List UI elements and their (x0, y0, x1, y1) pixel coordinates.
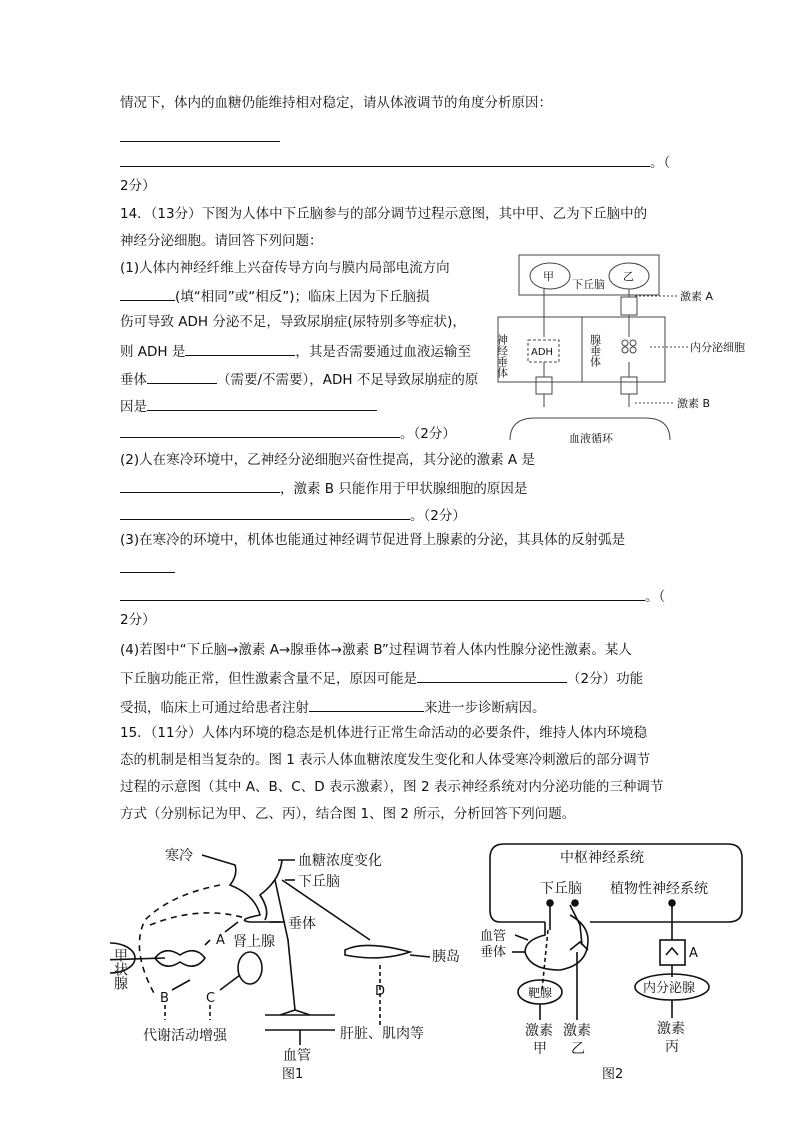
q15-stem: 态的机制是相当复杂的。图 1 表示人体血糖浓度发生变化和人体受寒冷刺激后的部分调节 (120, 752, 651, 768)
label-hormone-jia: 激素 (525, 1023, 553, 1039)
label-yi: 乙 (623, 270, 634, 283)
label-thyroid: 甲状腺 (112, 948, 128, 990)
label-b: B (160, 991, 169, 1006)
text: 受损，临床上可通过给患者注射 (120, 700, 309, 716)
q14-stem: 神经分泌细胞。请回答下列问题： (120, 233, 323, 249)
label-hypothalamus: 下丘脑 (572, 278, 605, 291)
text: 因是 (120, 399, 147, 415)
answer-blank[interactable] (120, 127, 280, 142)
label-hormone-jia: 甲 (533, 1041, 547, 1057)
label-c: C (206, 991, 216, 1006)
text: （2分）功能 (567, 671, 644, 687)
label-a: A (689, 946, 698, 961)
label-autonomic-nervous-system: 植物性神经系统 (610, 881, 708, 897)
text: 垂体 (120, 372, 147, 388)
label-pituitary: 垂体 (288, 916, 316, 932)
q14-p2: (2)人在寒冷环境中，乙神经分泌细胞兴奋性提高，其分泌的激素 A 是 (120, 452, 535, 468)
text: ，激素 B 只能作用于甲状腺细胞的原因是 (280, 481, 528, 497)
q15-stem: 过程的示意图（其中 A、B、C、D 表示激素），图 2 表示神经系统对内分泌功能的三种调节 (120, 779, 664, 795)
label-endocrine-gland: 内分泌腺 (643, 981, 696, 996)
label-d: D (375, 984, 386, 999)
answer-blank[interactable] (147, 396, 377, 411)
label-vessel: 血管 (283, 1048, 311, 1064)
label-adh: ADH (531, 347, 554, 358)
score: 2分） (120, 178, 156, 194)
figure-2 (470, 840, 760, 1090)
label-cold: 寒冷 (165, 848, 193, 864)
figure-caption: 图1 (282, 1067, 304, 1082)
label-hormone-yi: 乙 (571, 1041, 585, 1057)
intro-line: 情况下，体内的血糖仍能维持相对稳定，请从体液调节的角度分析原因： (120, 95, 552, 111)
label-liver-muscle: 肝脏、肌肉等 (340, 1026, 424, 1042)
label-cns: 中枢神经系统 (560, 850, 644, 866)
label-pancreas: 胰岛 (432, 949, 460, 965)
label-hormone-yi: 激素 (563, 1023, 591, 1039)
label-target-gland: 靶腺 (528, 986, 553, 1000)
label-blood: 血液循环 (569, 432, 613, 445)
label-glucose-change: 血糖浓度变化 (298, 853, 382, 869)
q14-stem: 14．（13分）下图为人体中下丘脑参与的部分调节过程示意图，其中甲、乙为下丘脑中的 (120, 206, 648, 222)
answer-blank[interactable] (309, 697, 424, 712)
answer-blank[interactable] (120, 558, 175, 573)
text: 下丘脑功能正常，但性激素含量不足，原因可能是 (120, 671, 417, 687)
label-a: A (216, 933, 225, 948)
label-adrenal: 肾上腺 (233, 934, 275, 950)
label-adeno-pituitary: 腺垂体 (588, 334, 602, 367)
q14-p3: (3)在寒冷的环境中，机体也能通过神经调节促进肾上腺素的分泌，其具体的反射弧是 (120, 532, 626, 548)
text: 。（ (645, 589, 666, 605)
label-hormone-bing: 激素 (657, 1021, 685, 1037)
answer-blank[interactable] (147, 369, 217, 384)
text: 来进一步诊断病因。 (424, 700, 546, 716)
answer-blank[interactable] (120, 423, 400, 438)
label-pituitary: 垂体 (480, 945, 507, 960)
figure-caption: 图2 (602, 1067, 624, 1082)
text: (填“相同”或“相反”)；临床上因为下丘脑损 (175, 289, 430, 305)
answer-blank[interactable] (185, 341, 295, 356)
text: ，其是否需要通过血液运输至 (295, 344, 471, 360)
q15-stem: 方式（分别标记为甲、乙、丙），结合图 1、图 2 所示，分析回答下列问题。 (120, 806, 576, 822)
label-jia: 甲 (543, 270, 554, 283)
label-hormone-a: 激素 A (680, 290, 714, 303)
answer-blank[interactable] (120, 586, 645, 601)
label-metabolism: 代谢活动增强 (143, 1028, 227, 1044)
text: 。（ (650, 155, 671, 171)
answer-blank[interactable] (120, 152, 650, 167)
answer-blank[interactable] (120, 478, 280, 493)
text: 。（2分） (410, 508, 466, 524)
figure-1 (110, 840, 470, 1090)
answer-blank[interactable] (417, 668, 567, 683)
label-hormone-b: 激素 B (677, 397, 711, 410)
label-neuro-pituitary: 神经垂体 (495, 334, 509, 378)
q14-diagram (495, 250, 775, 450)
q15-stem: 15．（11分）人体内环境的稳态是机体进行正常生命活动的必要条件，维持人体内环境稳 (120, 725, 648, 741)
q14-p1: (1)人体内神经纤维上兴奋传导方向与膜内局部电流方向 (120, 260, 450, 276)
label-hypothalamus: 下丘脑 (540, 881, 582, 897)
label-vessel: 血管 (480, 929, 507, 944)
text: 。（2分） (400, 426, 456, 442)
text: 伤可导致 ADH 分泌不足，导致尿崩症(尿特别多等症状)， (120, 314, 466, 330)
label-hypothalamus: 下丘脑 (298, 874, 340, 890)
score: 2分） (120, 612, 156, 628)
label-endocrine-cell: 内分泌细胞 (690, 341, 745, 354)
text: 则 ADH 是 (120, 344, 186, 360)
answer-blank[interactable] (120, 286, 175, 301)
text: （需要/不需要），ADH 不足导致尿崩症的原 (217, 372, 479, 388)
answer-blank[interactable] (120, 505, 410, 520)
label-hormone-bing: 丙 (665, 1039, 679, 1055)
q14-p4: (4)若图中“下丘脑→激素 A→腺垂体→激素 B”过程调节着人体内性腺分泌性激素。某人 (120, 642, 632, 658)
